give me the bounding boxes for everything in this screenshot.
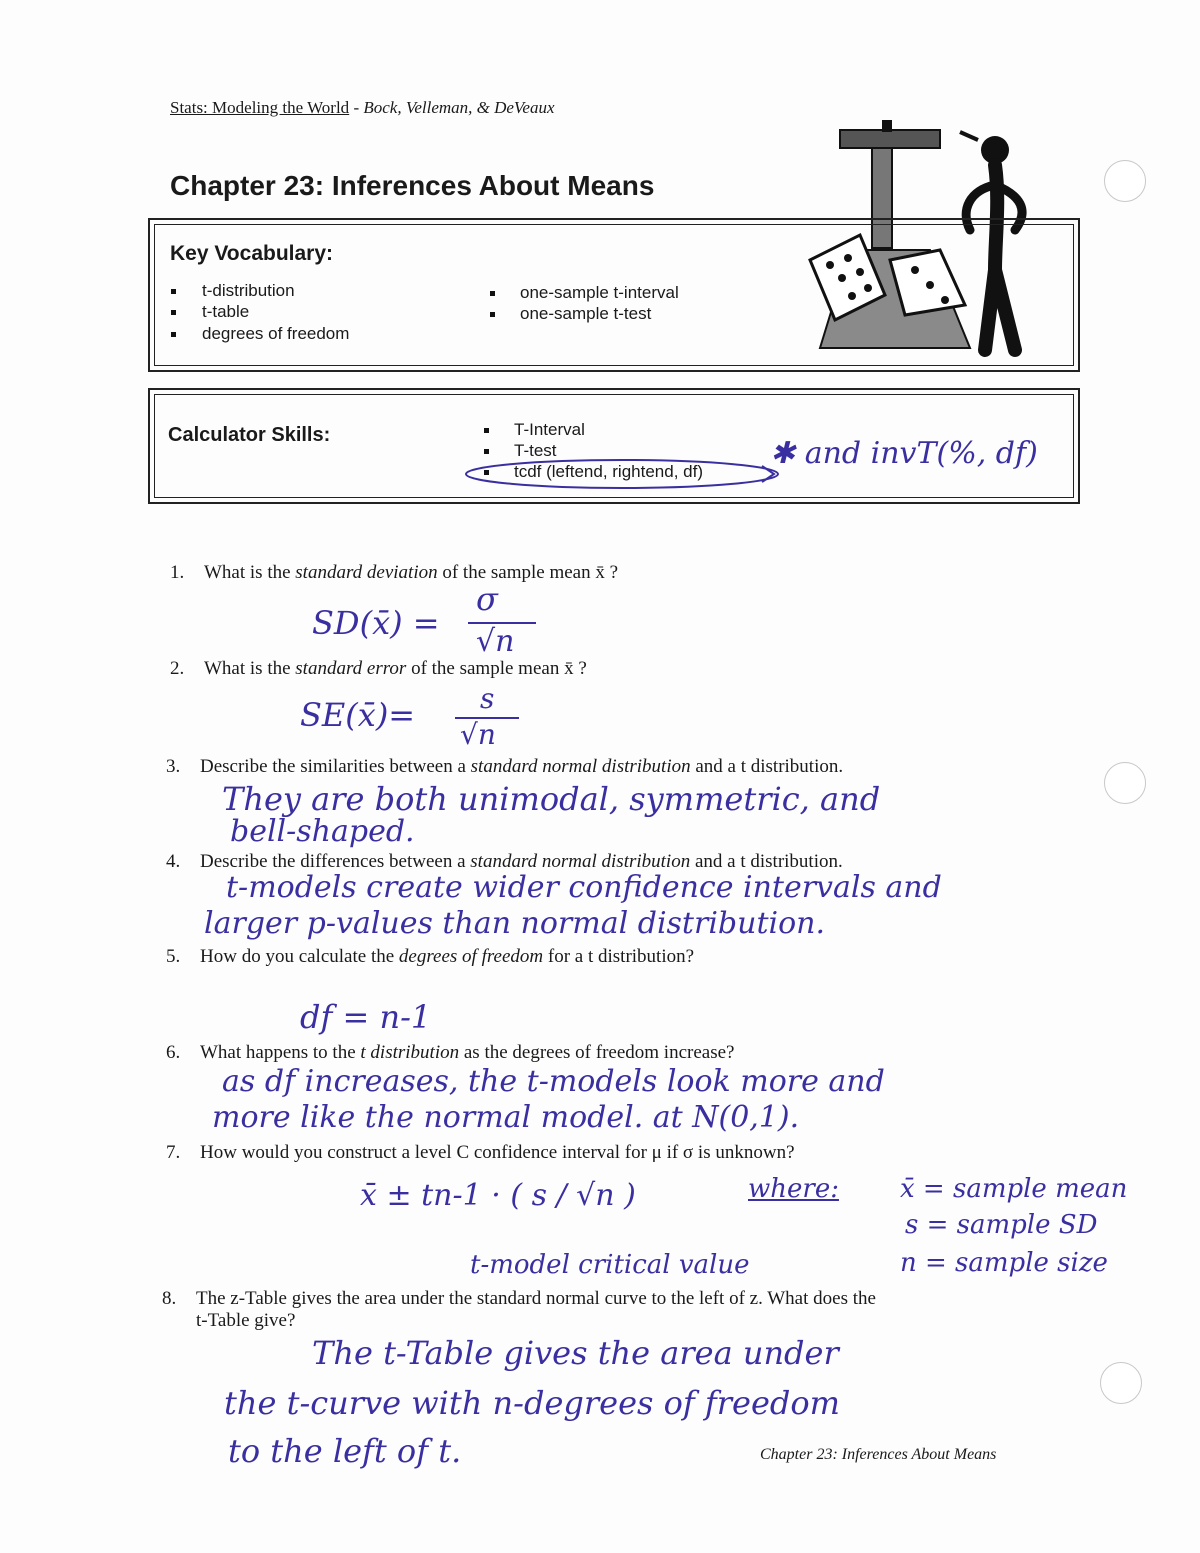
question-number: 6. [166,1042,181,1063]
answer-7-definition: n = sample size [900,1248,1108,1278]
question-7 [166,1142,795,1164]
question-emphasis: standard error [295,658,407,679]
page-footer: Chapter 23: Inferences About Means [760,1446,997,1463]
punch-hole-bottom [1100,1362,1142,1404]
question-text: of the sample mean x̄ ? [437,562,619,583]
answer-7-definition: s = sample SD [905,1210,1098,1240]
answer-7-where: where: [748,1174,839,1204]
answer-3-line: They are both unimodal, symmetric, and [222,780,881,818]
answer-7-definition: x̄ = sample mean [900,1174,1128,1204]
punch-hole-middle [1104,762,1146,804]
question-2 [170,658,587,680]
question-number: 5. [166,946,181,967]
question-emphasis: t distribution [360,1042,460,1063]
handwritten-circle-annotation [462,456,802,492]
question-text: What is the [204,658,296,679]
answer-3-line: bell-shaped. [230,814,415,849]
question-number: 7. [166,1142,181,1163]
answer-8-line: The t-Table gives the area under [312,1334,839,1372]
question-text: of the sample mean x̄ ? [406,658,587,679]
question-text: and a t distribution. [690,851,843,872]
vocab-term: one-sample t-test [520,304,652,323]
calc-skill: T-test [514,441,557,460]
answer-1-denominator: √n [476,624,515,659]
question-text: as the degrees of freedom increase? [459,1042,735,1063]
question-text: What is the [204,562,296,583]
vocabulary-heading: Key Vocabulary: [170,242,334,265]
question-text: The z-Table gives the area under the standard normal curve to the left of z. What does the [196,1288,876,1309]
answer-7-formula: x̄ ± tn-1 · ( s / √n ) [360,1178,636,1213]
answer-7-critical-value-label: t-model critical value [470,1250,750,1280]
answer-8-line: to the left of t. [228,1432,462,1470]
punch-hole-top [1104,160,1146,202]
book-citation [170,98,555,118]
page-title: Chapter 23: Inferences About Means [170,170,655,201]
answer-2-lhs: SE(x̄)= [300,696,416,734]
question-number: 3. [166,756,181,777]
answer-4-line: larger p-values than normal distribution. [204,906,826,941]
vocab-term: t-distribution [202,281,295,300]
calculator-heading: Calculator Skills: [168,424,331,446]
book-title: Stats: Modeling the World [170,98,350,117]
question-number: 1. [170,562,185,583]
handwritten-calc-note: ✱ and invT(%, df) [770,436,1038,471]
question-8-continued: t-Table give? [196,1310,296,1331]
answer-5: df = n-1 [300,998,432,1036]
answer-1-numerator: σ [476,580,498,618]
question-text: and a t distribution. [690,756,844,777]
question-1 [170,562,618,584]
question-3 [166,756,843,778]
vocab-term: one-sample t-interval [520,283,679,302]
question-text: How would you construct a level C confidence interval for μ if σ is unknown? [200,1142,795,1163]
question-emphasis: degrees of freedom [398,946,544,967]
answer-1-lhs: SD(x̄) = [312,604,440,642]
question-number: 4. [166,851,181,872]
answer-2-denominator: √n [460,718,496,751]
question-8 [162,1288,876,1310]
book-authors: - Bock, Velleman, & DeVeaux [353,98,555,117]
calc-skill: T-Interval [514,420,585,439]
question-emphasis: standard normal distribution [470,851,691,872]
question-text: Describe the differences between a [200,851,471,872]
vocab-term: degrees of freedom [202,324,350,343]
question-text: What happens to the [200,1042,361,1063]
answer-6-line: as df increases, the t-models look more and [222,1064,885,1099]
question-6 [166,1042,734,1064]
answer-2-numerator: s [480,682,495,715]
answer-6-line: more like the normal model. at N(0,1). [212,1100,800,1135]
question-emphasis: standard normal distribution [470,756,691,777]
question-5 [166,946,694,968]
question-emphasis: standard deviation [295,562,438,583]
question-number: 8. [162,1288,177,1309]
answer-8-line: the t-curve with n-degrees of freedom [224,1384,841,1422]
question-text: Describe the similarities between a [200,756,471,777]
calc-skill: tcdf (leftend, rightend, df) [514,462,703,481]
question-number: 2. [170,658,185,679]
answer-4-line: t-models create wider confidence intervals and [226,870,942,905]
question-text: for a t distribution? [543,946,695,967]
calc-note-text: and invT(%, df) [804,436,1038,471]
question-text: How do you calculate the [200,946,399,967]
vocab-term: t-table [202,302,250,321]
